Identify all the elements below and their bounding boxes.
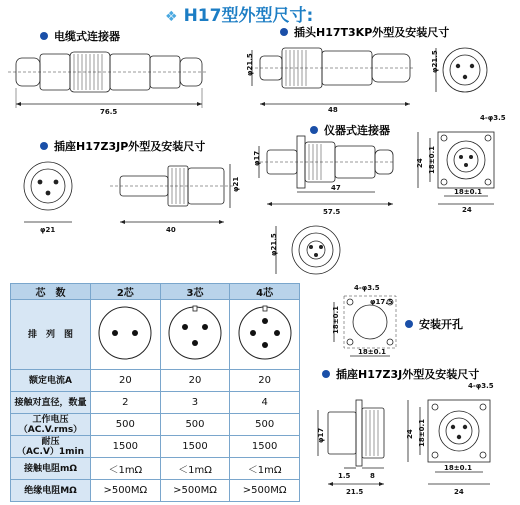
spec-table bbox=[10, 283, 300, 502]
table-cell: 20 bbox=[160, 370, 230, 392]
dim-flange-pitch-w: 18±0.1 bbox=[454, 188, 483, 196]
table-row bbox=[11, 392, 300, 414]
table-cell: >500MΩ bbox=[160, 480, 230, 502]
plug-t3kp-drawing bbox=[240, 38, 510, 118]
table-cell: 500 bbox=[160, 414, 230, 436]
mount-hole-drawing bbox=[318, 282, 408, 362]
table-row bbox=[11, 480, 300, 502]
dim-z3j-h: 24 bbox=[406, 429, 414, 439]
table-row bbox=[11, 436, 300, 458]
pin-layout-label: 排 列 图 bbox=[11, 300, 91, 370]
table-header-cores: 芯 数 bbox=[11, 284, 91, 300]
row-label: 绝缘电阻MΩ bbox=[11, 480, 91, 502]
table-cell: 1500 bbox=[91, 436, 161, 458]
cable-connector-drawing bbox=[8, 42, 218, 124]
table-header-2pin: 2芯 bbox=[91, 284, 161, 300]
table-cell: 2 bbox=[91, 392, 161, 414]
dim-panel-face-dia: φ21.5 bbox=[270, 233, 278, 256]
table-cell: ＜1mΩ bbox=[230, 458, 300, 480]
bullet-icon bbox=[40, 142, 48, 150]
dim-cut-pitch-h: 18±0.1 bbox=[358, 348, 387, 356]
dim-cut-pitch-v: 18±0.1 bbox=[332, 305, 340, 334]
table-cell: 20 bbox=[91, 370, 161, 392]
row-label: 耐压 （AC.V）1min bbox=[11, 436, 91, 458]
table-cell: 1500 bbox=[230, 436, 300, 458]
dim-z3j-dia: φ17 bbox=[317, 427, 325, 443]
table-cell: ＜1mΩ bbox=[160, 458, 230, 480]
table-cell: 1500 bbox=[160, 436, 230, 458]
dim-socket-length: 40 bbox=[166, 226, 176, 234]
row-label: 额定电流A bbox=[11, 370, 91, 392]
pin-layout-4 bbox=[230, 300, 300, 370]
dim-flange-hole: 4-φ3.5 bbox=[480, 114, 506, 122]
panel-face-drawing bbox=[262, 222, 352, 282]
table-row-pin-layout bbox=[11, 300, 300, 370]
table-cell: 500 bbox=[91, 414, 161, 436]
dim-plug-length: 48 bbox=[328, 106, 338, 114]
section-socket-z3jp: 插座H17Z3JP外型及安装尺寸 bbox=[40, 138, 205, 154]
table-cell: 4 bbox=[230, 392, 300, 414]
page-title: ❖ H17型外型尺寸: bbox=[165, 6, 314, 26]
dim-plug-dia: φ21.5 bbox=[246, 53, 254, 76]
table-cell: 20 bbox=[230, 370, 300, 392]
dim-flange-h: 24 bbox=[416, 158, 424, 168]
row-label: 接触电阻mΩ bbox=[11, 458, 91, 480]
dim-flange-w: 24 bbox=[462, 206, 472, 214]
table-header-4pin: 4芯 bbox=[230, 284, 300, 300]
row-label: 接触对直径，数量 bbox=[11, 392, 91, 414]
pin-layout-3 bbox=[160, 300, 230, 370]
dim-z3j-b: 8 bbox=[370, 472, 375, 480]
bullet-icon bbox=[322, 370, 330, 378]
table-cell: >500MΩ bbox=[230, 480, 300, 502]
dim-z3j-hole: 4-φ3.5 bbox=[468, 382, 494, 390]
table-row bbox=[11, 414, 300, 436]
dim-cut-hole: 4-φ3.5 bbox=[354, 284, 380, 292]
dim-flange-pitch-h: 18±0.1 bbox=[428, 145, 436, 174]
socket-z3jp-drawing bbox=[10, 150, 250, 234]
dim-z3j-len: 21.5 bbox=[346, 488, 364, 496]
table-cell: ＜1mΩ bbox=[91, 458, 161, 480]
table-cell: 500 bbox=[230, 414, 300, 436]
bullet-icon bbox=[280, 28, 288, 36]
dim-z3j-w: 24 bbox=[454, 488, 464, 496]
dim-panel-dia: φ17 bbox=[253, 150, 261, 166]
panel-flange-drawing bbox=[412, 112, 512, 212]
panel-connector-drawing bbox=[245, 132, 405, 222]
socket-z3j-drawing bbox=[308, 380, 513, 502]
dim-socket-dia: φ21 bbox=[40, 226, 56, 234]
dim-z3j-pitch-v: 18±0.1 bbox=[418, 418, 426, 447]
section-cable: 电缆式连接器 bbox=[40, 28, 120, 44]
dim-panel-len-a: 47 bbox=[331, 184, 341, 192]
dim-z3j-a: 1.5 bbox=[338, 472, 351, 480]
pin-layout-2 bbox=[91, 300, 161, 370]
row-label: 工作电压 （AC.V.rms） bbox=[11, 414, 91, 436]
section-mount-hole: 安装开孔 bbox=[405, 316, 463, 332]
dim-cable-length: 76.5 bbox=[100, 108, 118, 116]
section-panel: 仪器式连接器 bbox=[310, 122, 390, 138]
bullet-icon bbox=[40, 32, 48, 40]
section-socket-z3j: 插座H17Z3J外型及安装尺寸 bbox=[322, 366, 479, 382]
section-plug-t3kp: 插头H17T3KP外型及安装尺寸 bbox=[280, 24, 449, 40]
table-row bbox=[11, 370, 300, 392]
dim-plug-face-dia: φ21.5 bbox=[431, 50, 439, 73]
dim-z3j-pitch-h: 18±0.1 bbox=[444, 464, 473, 472]
table-cell: 3 bbox=[160, 392, 230, 414]
diamond-icon: ❖ bbox=[165, 9, 178, 25]
table-row bbox=[11, 458, 300, 480]
dim-panel-len-b: 57.5 bbox=[323, 208, 341, 216]
table-cell: >500MΩ bbox=[91, 480, 161, 502]
table-header-row bbox=[11, 284, 300, 300]
dim-socket-side-dia: φ21 bbox=[232, 176, 240, 192]
table-header-3pin: 3芯 bbox=[160, 284, 230, 300]
dim-cut-dia: φ17.5 bbox=[370, 298, 393, 306]
